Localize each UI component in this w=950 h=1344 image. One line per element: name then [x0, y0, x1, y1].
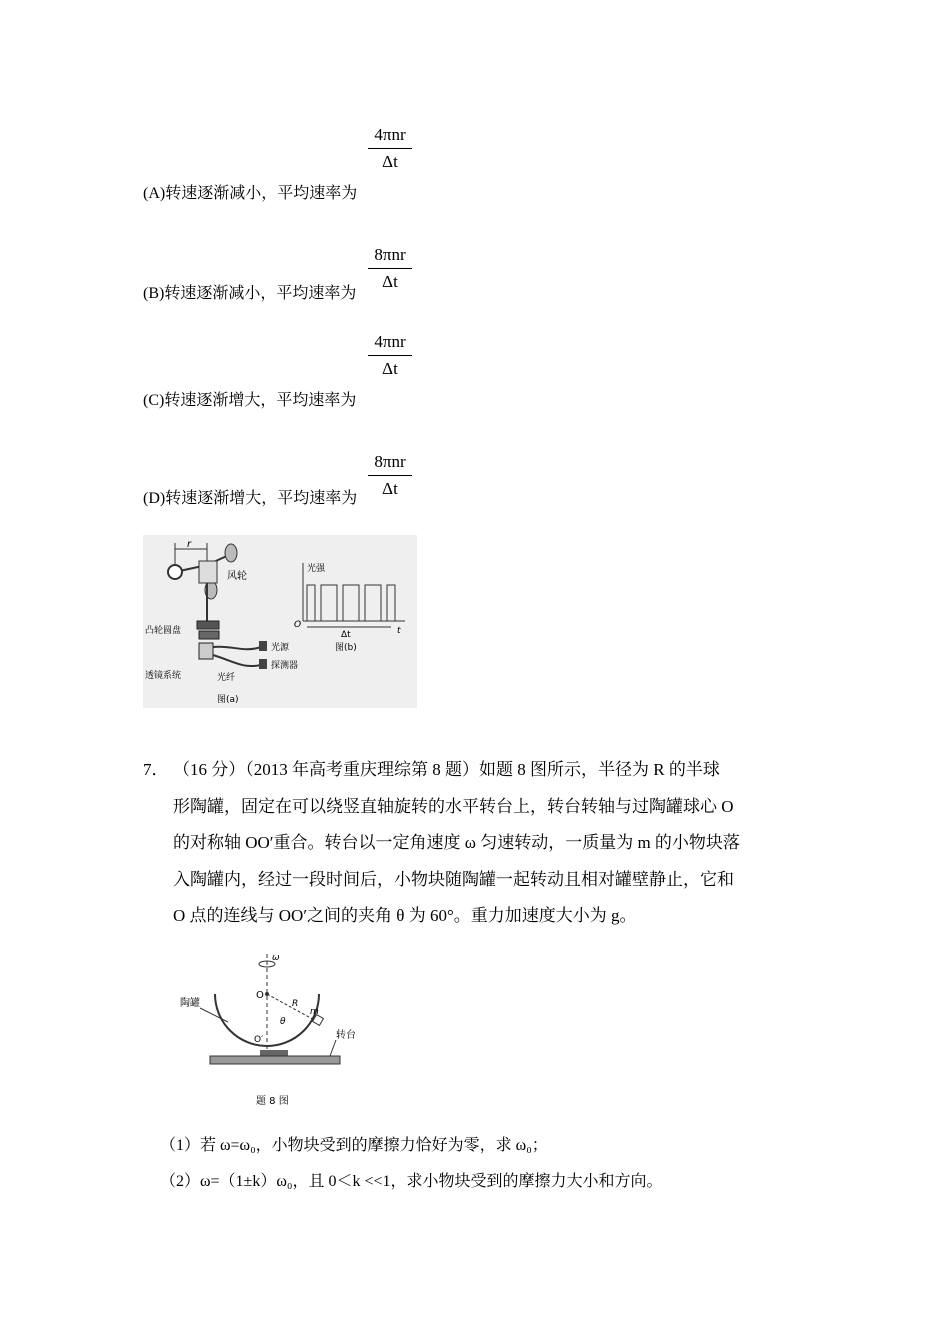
- question-line: （16 分）（2013 年高考重庆理综第 8 题）如题 8 图所示，半径为 R 的半球: [173, 760, 720, 779]
- fraction-denominator: Δt: [382, 359, 398, 378]
- jar-pointer: [200, 1008, 228, 1022]
- caption-b: 图(b): [335, 643, 357, 653]
- question-number: 7．: [143, 760, 169, 779]
- fraction-b: [368, 245, 412, 292]
- turntable-label: 转台: [336, 1030, 356, 1041]
- theta-label: θ: [280, 1017, 286, 1027]
- option-label: (A)转速逐渐减小，平均速率为: [143, 185, 358, 202]
- source-box: [259, 641, 267, 651]
- question-line: 的对称轴 OO′重合。转台以一定角速度 ω 匀速转动，一质量为 m 的小物块落: [173, 833, 740, 852]
- r-label: R: [292, 999, 299, 1009]
- m-label: m: [310, 1007, 319, 1017]
- figure-caption: 题 8 图: [256, 1096, 289, 1107]
- question-line: 入陶罐内，经过一段时间后，小物块随陶罐一起转动且相对罐壁静止，它和: [173, 869, 734, 889]
- o-prime-label: O′: [254, 1035, 264, 1045]
- fraction-numerator: 8πnr: [374, 452, 406, 471]
- turntable-pointer: [330, 1040, 336, 1056]
- wheel-hub: [199, 561, 217, 583]
- cup-left: [168, 565, 182, 579]
- fraction-denominator: Δt: [382, 152, 398, 171]
- question-line: 形陶罐，固定在可以绕竖直轴旋转的水平转台上，转台转轴与过陶罐球心 O: [173, 796, 734, 816]
- o-label: O: [256, 990, 264, 1001]
- fraction-numerator: 4πnr: [374, 125, 406, 144]
- lens-box: [199, 643, 213, 659]
- fraction-c: [368, 332, 412, 379]
- omega-label: ω: [272, 953, 280, 963]
- sub-question-1: （1）若 ω=ω₀，小物块受到的摩擦力恰好为零，求 ω₀；: [160, 1137, 548, 1154]
- cam-disc-bottom: [199, 631, 219, 639]
- fraction-a: [368, 125, 412, 172]
- sub-question-2: （2）ω=（1±k）ω₀，且 0＜k <<1，求小物块受到的摩擦力大小和方向。: [160, 1173, 663, 1190]
- fraction-numerator: 8πnr: [374, 245, 406, 264]
- option-label: (D)转速逐渐增大，平均速率为: [143, 490, 358, 507]
- turntable: [210, 1056, 340, 1064]
- figure-hemispherical-jar: [170, 950, 370, 1115]
- fraction-denominator: Δt: [382, 479, 398, 498]
- question-7: [143, 752, 813, 935]
- figure-anemometer: [143, 535, 417, 708]
- lens-system-label: 透镜系统: [145, 671, 182, 681]
- detector-label: 探测器: [271, 661, 299, 671]
- light-intensity-label: 光强: [307, 564, 326, 574]
- t-axis-label: t: [397, 626, 401, 636]
- cam-disc-label: 凸轮圆盘: [145, 626, 182, 636]
- cup-right: [225, 544, 237, 562]
- origin-label: O: [294, 620, 302, 630]
- r-label: r: [187, 539, 192, 550]
- fraction-d: [368, 452, 412, 499]
- light-source-label: 光源: [271, 643, 290, 653]
- option-label: (C)转速逐渐增大，平均速率为: [143, 392, 357, 409]
- delta-t-label: Δt: [341, 630, 351, 640]
- turntable-base: [260, 1050, 288, 1056]
- option-label: (B)转速逐渐减小，平均速率为: [143, 285, 357, 302]
- wind-wheel-label: 风轮: [227, 571, 247, 582]
- fiber-label: 光纤: [217, 673, 236, 683]
- cam-disc-top: [197, 621, 219, 629]
- question-line: O 点的连线与 OO′之间的夹角 θ 为 60°。重力加速度大小为 g。: [173, 906, 637, 925]
- fraction-denominator: Δt: [382, 272, 398, 291]
- jar-label: 陶罐: [180, 998, 200, 1009]
- caption-a: 图(a): [217, 695, 239, 705]
- fraction-numerator: 4πnr: [374, 332, 406, 351]
- detector-box: [259, 659, 267, 669]
